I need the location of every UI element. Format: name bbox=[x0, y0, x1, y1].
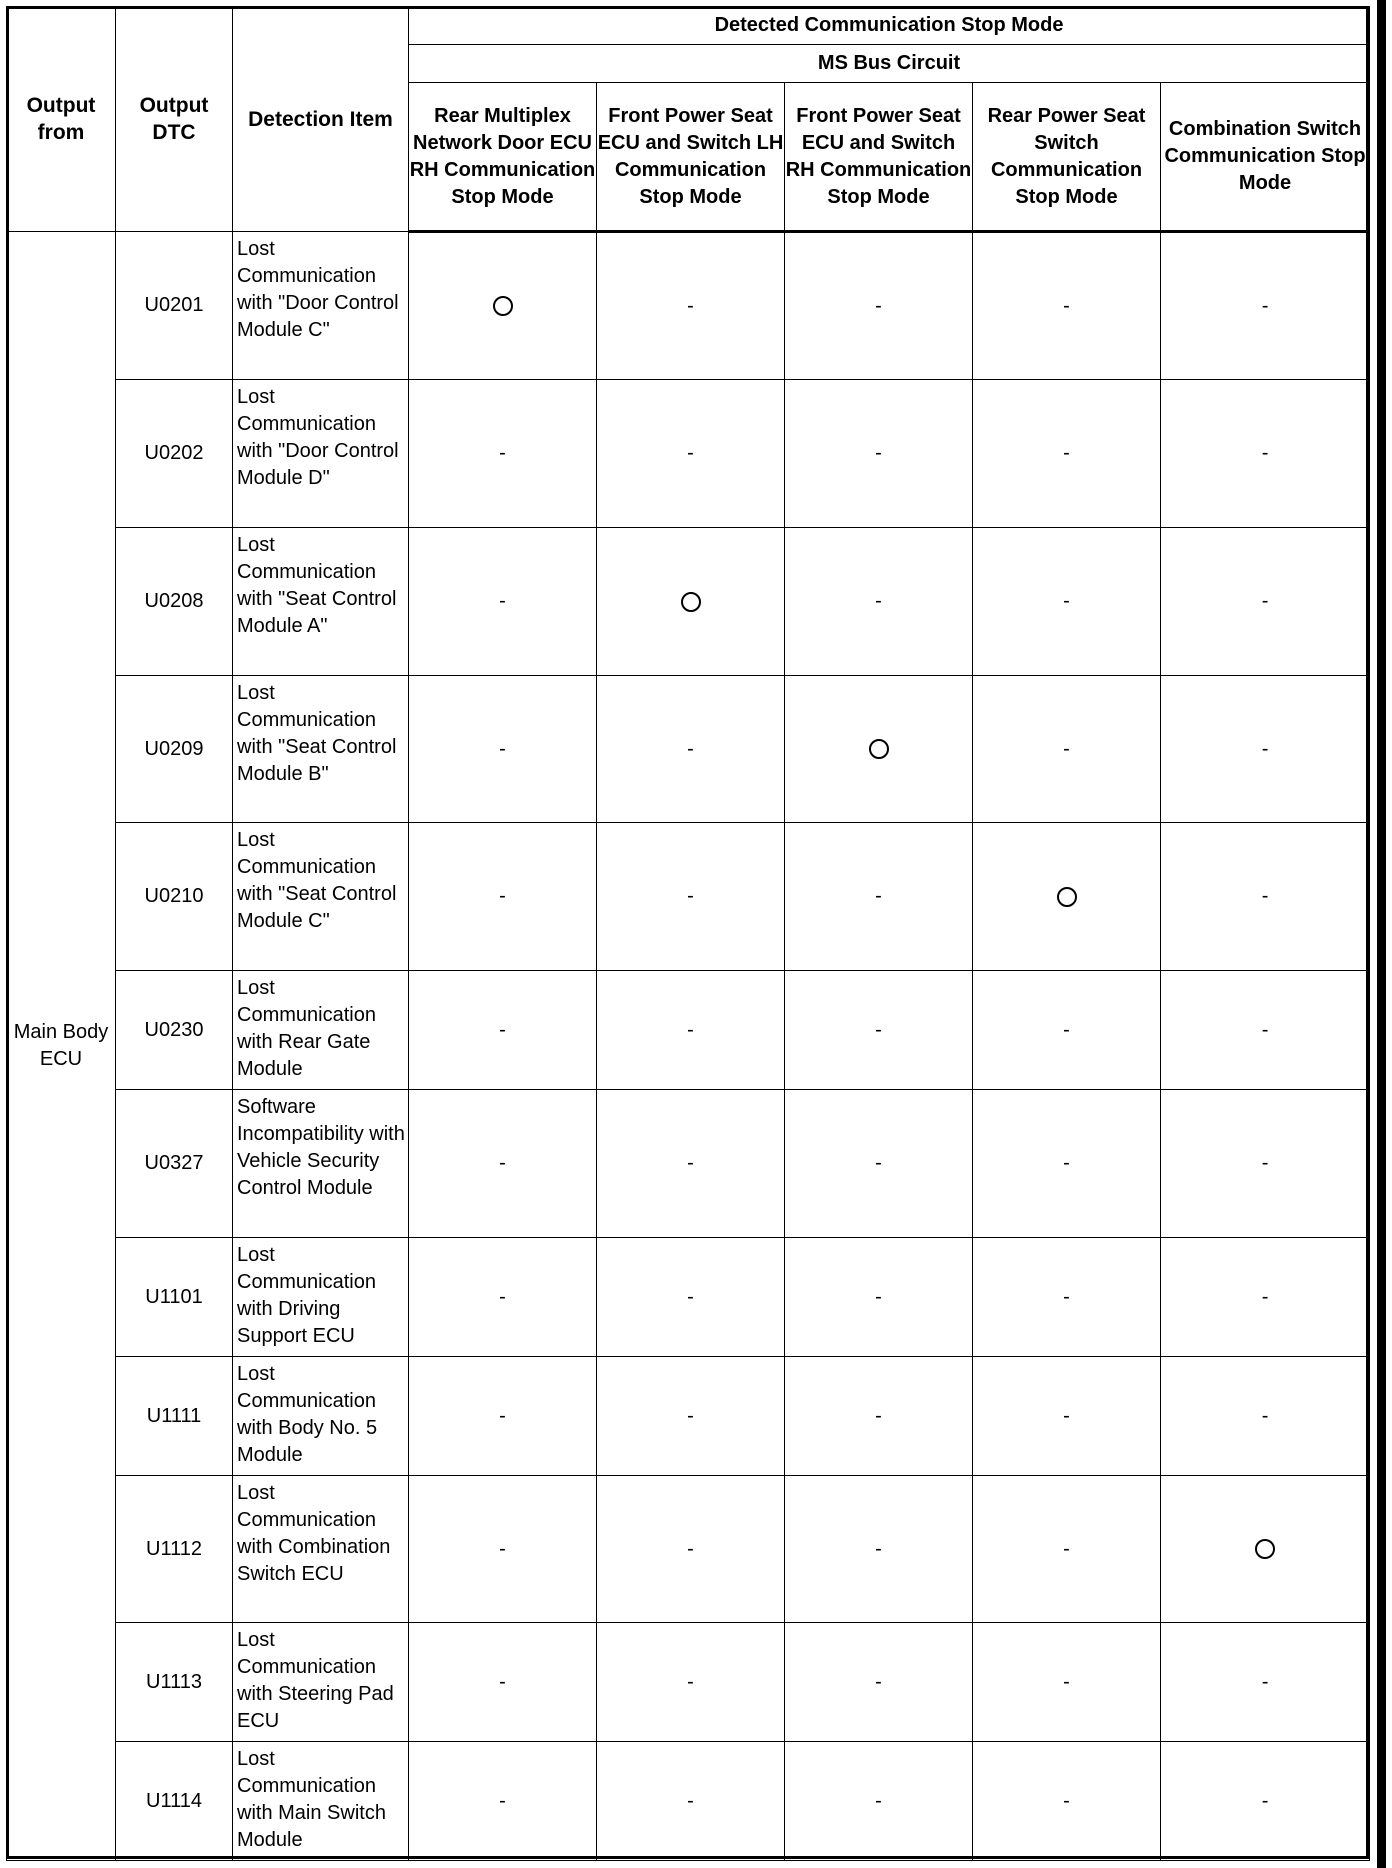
detection-item: Software Incompatibility with Vehicle Security Control Module bbox=[233, 1090, 409, 1238]
dash-mark: - bbox=[1063, 442, 1070, 464]
dash-mark: - bbox=[1063, 1537, 1070, 1560]
dash-mark: - bbox=[875, 1404, 882, 1427]
dtc-code: U0209 bbox=[116, 676, 233, 823]
right-edge-bar bbox=[1377, 0, 1386, 1868]
header-column: Front Power Seat ECU and Switch LH Communication Stop Mode bbox=[597, 83, 785, 232]
detection-item: Lost Communication with "Seat Control Module B" bbox=[233, 676, 409, 823]
dtc-code: U0210 bbox=[116, 823, 233, 971]
dtc-code: U0230 bbox=[116, 971, 233, 1090]
dash-mark: - bbox=[1261, 1789, 1269, 1812]
dash-mark: - bbox=[1063, 1152, 1070, 1174]
dash-mark: - bbox=[1261, 1285, 1269, 1308]
dash-mark: - bbox=[875, 1789, 882, 1812]
dtc-code: U1113 bbox=[116, 1623, 233, 1742]
header-column: Rear Power Seat Switch Communication Stop Mode bbox=[973, 83, 1161, 232]
dash-mark: - bbox=[499, 1537, 506, 1560]
dash-mark: - bbox=[499, 442, 506, 464]
header-column: Rear Multiplex Network Door ECU RH Communication Stop Mode bbox=[409, 83, 597, 232]
dash-mark: - bbox=[687, 737, 694, 760]
dtc-code: U1114 bbox=[116, 1742, 233, 1861]
dash-mark: - bbox=[875, 1537, 882, 1560]
dash-mark: - bbox=[1063, 1670, 1070, 1693]
detection-item: Lost Communication with "Seat Control Module A" bbox=[233, 528, 409, 676]
dash-mark: - bbox=[875, 294, 882, 317]
dtc-code: U0208 bbox=[116, 528, 233, 676]
dash-mark: - bbox=[499, 590, 506, 612]
header-output-dtc: Output DTC bbox=[116, 7, 233, 232]
detection-item: Lost Communication with "Seat Control Module C" bbox=[233, 823, 409, 971]
dash-mark: - bbox=[687, 1404, 694, 1427]
dash-mark: - bbox=[687, 1285, 694, 1308]
header-detection-item: Detection Item bbox=[233, 7, 409, 232]
dtc-code: U1101 bbox=[116, 1238, 233, 1357]
header-column: Front Power Seat ECU and Switch RH Communication Stop Mode bbox=[785, 83, 973, 232]
detection-item: Lost Communication with Rear Gate Module bbox=[233, 971, 409, 1090]
dash-mark: - bbox=[875, 442, 882, 464]
dtc-code: U0201 bbox=[116, 232, 233, 380]
header-subgroup: MS Bus Circuit bbox=[409, 45, 1370, 83]
dash-mark: - bbox=[1063, 294, 1070, 317]
dash-mark: - bbox=[1063, 737, 1070, 760]
dash-mark: - bbox=[1063, 1789, 1070, 1812]
detection-item: Lost Communication with Combination Switch ECU bbox=[233, 1476, 409, 1623]
dash-mark: - bbox=[499, 1285, 506, 1308]
header-column: Combination Switch Communication Stop Mode bbox=[1161, 83, 1370, 232]
dash-mark: - bbox=[875, 1670, 882, 1693]
dash-mark: - bbox=[1261, 590, 1269, 612]
dash-mark: - bbox=[875, 1152, 882, 1174]
dash-mark: - bbox=[1261, 885, 1269, 907]
dash-mark: - bbox=[687, 1018, 694, 1041]
dash-mark: - bbox=[1063, 1404, 1070, 1427]
dash-mark: - bbox=[687, 885, 694, 907]
dash-mark: - bbox=[1063, 590, 1070, 612]
detection-item: Lost Communication with Body No. 5 Module bbox=[233, 1357, 409, 1476]
dash-mark: - bbox=[499, 1404, 506, 1427]
dtc-code: U0202 bbox=[116, 380, 233, 528]
dtc-code: U1112 bbox=[116, 1476, 233, 1623]
dash-mark: - bbox=[1261, 1152, 1269, 1174]
dtc-code: U1111 bbox=[116, 1357, 233, 1476]
table-outer-frame bbox=[6, 6, 1369, 1859]
dash-mark: - bbox=[875, 885, 882, 907]
header-output-from: Output from bbox=[7, 7, 116, 232]
dash-mark: - bbox=[687, 1789, 694, 1812]
header-group: Detected Communication Stop Mode bbox=[409, 7, 1370, 45]
dash-mark: - bbox=[687, 442, 694, 464]
dash-mark: - bbox=[1261, 294, 1269, 317]
dash-mark: - bbox=[1261, 1018, 1269, 1041]
dash-mark: - bbox=[499, 885, 506, 907]
dtc-code: U0327 bbox=[116, 1090, 233, 1238]
dash-mark: - bbox=[1261, 1670, 1269, 1693]
detection-item: Lost Communication with Driving Support ECU bbox=[233, 1238, 409, 1357]
dash-mark: - bbox=[687, 1152, 694, 1174]
dash-mark: - bbox=[1261, 442, 1269, 464]
dash-mark: - bbox=[687, 1670, 694, 1693]
dash-mark: - bbox=[499, 737, 506, 760]
dash-mark: - bbox=[1261, 1404, 1269, 1427]
dash-mark: - bbox=[687, 294, 694, 317]
dash-mark: - bbox=[1063, 1285, 1070, 1308]
dash-mark: - bbox=[875, 590, 882, 612]
dash-mark: - bbox=[687, 1537, 694, 1560]
dash-mark: - bbox=[499, 1789, 506, 1812]
output-from-cell: Main Body ECU bbox=[7, 232, 116, 1861]
dash-mark: - bbox=[499, 1152, 506, 1174]
detection-item: Lost Communication with "Door Control Module D" bbox=[233, 380, 409, 528]
dash-mark: - bbox=[1063, 1018, 1070, 1041]
detection-item: Lost Communication with Main Switch Module bbox=[233, 1742, 409, 1861]
detection-item: Lost Communication with "Door Control Module C" bbox=[233, 232, 409, 380]
detection-item: Lost Communication with Steering Pad ECU bbox=[233, 1623, 409, 1742]
dash-mark: - bbox=[875, 1018, 882, 1041]
dash-mark: - bbox=[1261, 737, 1269, 760]
dash-mark: - bbox=[875, 1285, 882, 1308]
dash-mark: - bbox=[499, 1670, 506, 1693]
dash-mark: - bbox=[499, 1018, 506, 1041]
